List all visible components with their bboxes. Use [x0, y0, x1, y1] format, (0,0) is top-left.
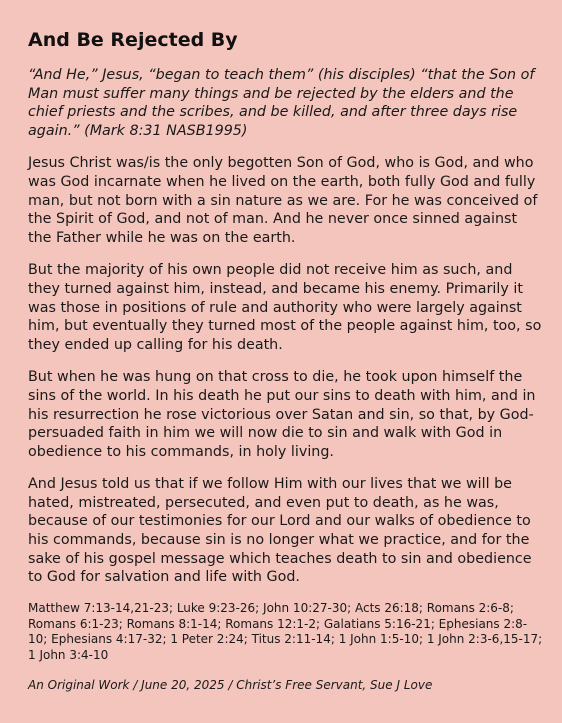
body-paragraph-3: But when he was hung on that cross to die, he took upon himself the sins of the world. In his death he put our sins to death with him, and in his resurrection he rose victorious over Satan and sin, so that, by God-persuaded faith in him we will now die to sin and walk with God in obedience to his commands, in holy living.: [28, 369, 536, 460]
author-signature: An Original Work / June 20, 2025 / Christ’s Free Servant, Sue J Love: [28, 678, 433, 693]
article: [28, 28, 544, 694]
scripture-references: Matthew 7:13-14,21-23; Luke 9:23-26; John 10:27-30; Acts 26:18; Romans 2:6-8; Romans 6:1-23; Romans 8:1-14; Romans 12:1-2; Galatians 5:16-21; Ephesians 2:8-10; Ephesians 4:17-32; 1 Peter 2:24; Titus 2:11-14; 1 John 1:5-10; 1 John 2:3-6,15-17; 1 John 3:4-10: [28, 600, 543, 663]
scripture-quote: “And He,” Jesus, “began to teach them” (his disciples) “that the Son of Man must suffer many things and be rejected by the elders and the chief priests and the scribes, and be killed, and after three days rise again.” (Mark 8:31 NASB1995): [28, 67, 535, 139]
body-paragraph-1: Jesus Christ was/is the only begotten Son of God, who is God, and who was God incarnate when he lived on the earth, both fully God and fully man, but not born with a sin nature as we are. For he was conceived of the Spirit of God, and not of man. And he never once sinned against the Father while he was on the earth.: [28, 155, 538, 246]
body-paragraph-2: But the majority of his own people did not receive him as such, and they turned against him, instead, and became his enemy. Primarily it was those in positions of rule and authority who were largely against him, but eventually they turned most of the people against him, too, so they ended up calling for his death.: [28, 262, 542, 353]
page-title: And Be Rejected By: [28, 29, 238, 51]
body-paragraph-4: And Jesus told us that if we follow Him with our lives that we will be hated, mistreated, persecuted, and even put to death, as he was, because of our testimonies for our Lord and our walks of obedience to his commands, because sin is no longer what we practice, and for the sake of his gospel message which teaches death to sin and obedience to God for salvation and life with God.: [28, 476, 532, 586]
